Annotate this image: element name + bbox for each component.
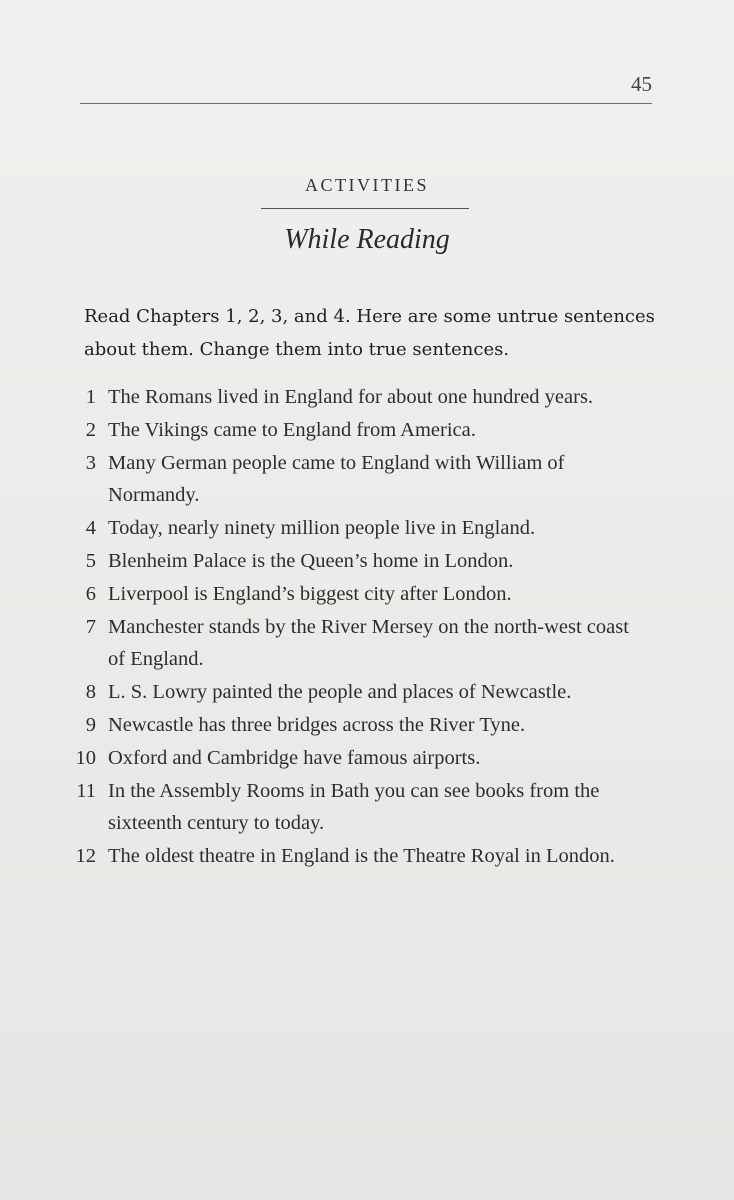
- list-item: [0, 611, 734, 677]
- item-number: 1: [85, 386, 96, 408]
- item-number: 8: [85, 681, 96, 704]
- list-item: [0, 447, 734, 513]
- item-number: 4: [85, 517, 96, 540]
- list-item: [0, 414, 734, 447]
- list-item: [0, 775, 734, 841]
- item-text: Newcastle has three bridges across the River Tyne.: [108, 713, 526, 736]
- page-number: 45: [631, 72, 652, 96]
- item-text: Liverpool is England’s biggest city after London.: [108, 582, 512, 605]
- item-number: 10: [75, 746, 96, 769]
- item-text: The Romans lived in England for about one hundred years.: [108, 386, 594, 408]
- header-divider: [80, 103, 652, 104]
- list-item: [0, 578, 734, 611]
- list-item: [0, 512, 734, 545]
- item-number: 12: [75, 845, 96, 868]
- section-divider: [261, 208, 469, 209]
- item-text: The Vikings came to England from America.: [108, 418, 476, 441]
- item-text: Oxford and Cambridge have famous airports.: [108, 746, 481, 769]
- list-item: [0, 545, 734, 578]
- list-item: [0, 709, 734, 742]
- item-text: Today, nearly ninety million people live in England.: [108, 517, 536, 540]
- sentence-list: [0, 381, 734, 873]
- item-number: 2: [85, 418, 96, 441]
- item-number: 5: [85, 549, 96, 572]
- item-text: The oldest theatre in England is the Theatre Royal in London.: [108, 845, 615, 868]
- item-number: 7: [85, 615, 96, 638]
- item-text: Manchester stands by the River Mersey on the north-west coast of England.: [108, 615, 629, 671]
- section-label: ACTIVITIES: [305, 175, 429, 195]
- item-text: L. S. Lowry painted the people and places of Newcastle.: [108, 681, 572, 704]
- item-number: 3: [85, 451, 96, 474]
- activity-instructions: Read Chapters 1, 2, 3, and 4. Here are some untrue sentences about them. Change them into true sentences.: [84, 306, 655, 360]
- list-item: [0, 381, 734, 414]
- item-number: 6: [85, 582, 96, 605]
- item-number: 9: [85, 713, 96, 736]
- list-item: [0, 742, 734, 775]
- item-text: Many German people came to England with William of Normandy.: [108, 451, 565, 507]
- section-title: While Reading: [284, 224, 450, 255]
- item-text: In the Assembly Rooms in Bath you can see books from the sixteenth century to today.: [108, 779, 600, 835]
- item-number: 11: [76, 779, 96, 802]
- item-text: Blenheim Palace is the Queen’s home in London.: [108, 549, 514, 572]
- list-item: [0, 840, 734, 873]
- list-item: [0, 676, 734, 709]
